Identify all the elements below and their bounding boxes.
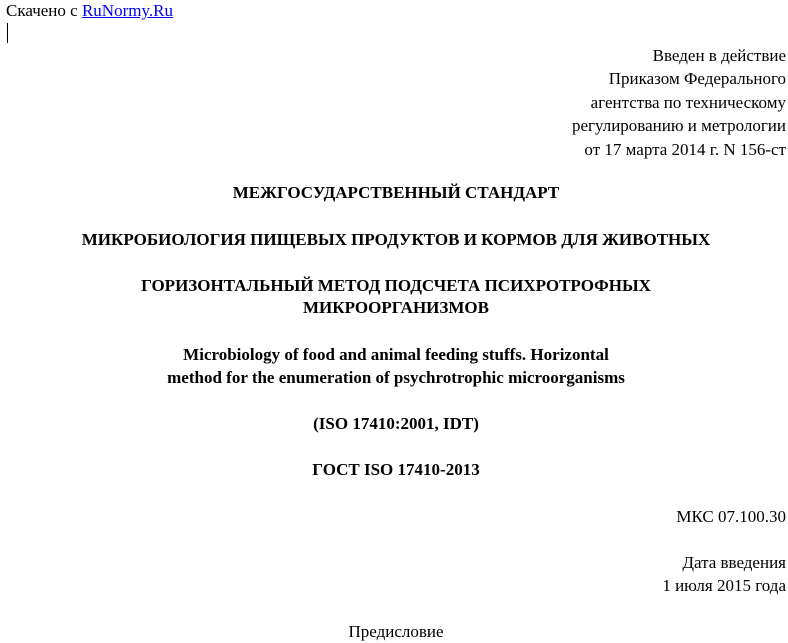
standard-type-heading: МЕЖГОСУДАРСТВЕННЫЙ СТАНДАРТ — [232, 183, 560, 202]
source-link[interactable]: RuNormy.Ru — [81, 1, 173, 20]
subject-heading: МИКРОБИОЛОГИЯ ПИЩЕВЫХ ПРОДУКТОВ И КОРМОВ ДЛЯ ЖИВОТНЫХ — [81, 230, 711, 249]
text-cursor — [7, 23, 8, 43]
source-prefix: Скачено с — [6, 1, 82, 20]
iso-reference: (ISO 17410:2001, IDT) — [313, 414, 479, 433]
enactment-line: регулированию и метрологии — [571, 116, 786, 136]
gost-number: ГОСТ ISO 17410-2013 — [312, 460, 480, 479]
method-heading-line-1: ГОРИЗОНТАЛЬНЫЙ МЕТОД ПОДСЧЕТА ПСИХРОТРОФНЫХ — [141, 276, 651, 295]
english-title-line-1: Microbiology of food and animal feeding stuffs. Horizontal — [183, 345, 609, 364]
enactment-line: от 17 марта 2014 г. N 156-ст — [584, 139, 786, 159]
mks-code: МКС 07.100.30 — [676, 507, 786, 526]
method-heading-line-2: МИКРООРГАНИЗМОВ — [303, 298, 489, 317]
english-title-line-2: method for the enumeration of psychrotrophic microorganisms — [167, 368, 625, 387]
enactment-block — [386, 44, 786, 161]
enactment-line: Введен в действие — [652, 46, 786, 65]
intro-date-label: Дата введения — [682, 553, 786, 572]
intro-date-value: 1 июля 2015 года — [662, 576, 786, 595]
source-line — [6, 1, 173, 21]
enactment-line: агентства по техническому — [590, 92, 786, 112]
enactment-line: Приказом Федерального — [608, 69, 786, 89]
foreword-heading: Предисловие — [348, 622, 444, 641]
